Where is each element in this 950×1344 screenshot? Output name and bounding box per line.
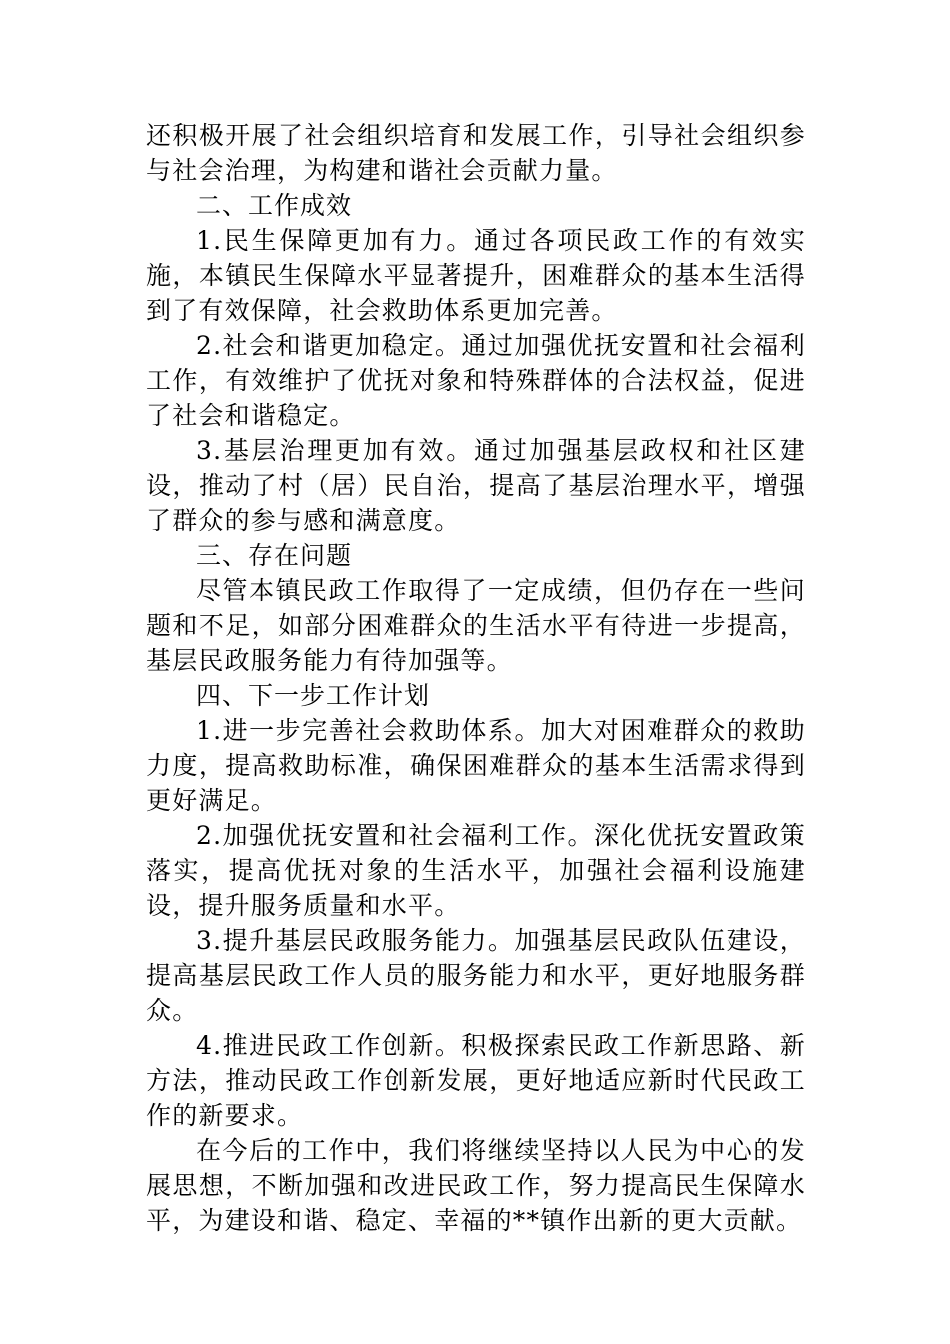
paragraph-achievement-1: 1.民生保障更加有力。通过各项民政工作的有效实施，本镇民生保障水平显著提升，困难群众的基本生活得到了有效保障，社会救助体系更加完善。 (146, 226, 806, 325)
paragraph-achievement-2: 2.社会和谐更加稳定。通过加强优抚安置和社会福利工作，有效维护了优抚对象和特殊群体的合法权益，促进了社会和谐稳定。 (146, 331, 806, 430)
paragraph-plan-3: 3.提升基层民政服务能力。加强基层民政队伍建设，提高基层民政工作人员的服务能力和水平，更好地服务群众。 (146, 926, 806, 1025)
paragraph-conclusion: 在今后的工作中，我们将继续坚持以人民为中心的发展思想，不断加强和改进民政工作，努力提高民生保障水平，为建设和谐、稳定、幸福的**镇作出新的更大贡献。 (146, 1136, 806, 1235)
paragraph-problems: 尽管本镇民政工作取得了一定成绩，但仍存在一些问题和不足，如部分困难群众的生活水平有待进一步提高，基层民政服务能力有待加强等。 (146, 576, 806, 675)
paragraph-plan-2: 2.加强优抚安置和社会福利工作。深化优抚安置政策落实，提高优抚对象的生活水平，加强社会福利设施建设，提升服务质量和水平。 (146, 821, 806, 920)
document-body (146, 118, 806, 1238)
paragraph-achievement-3: 3.基层治理更加有效。通过加强基层政权和社区建设，推动了村（居）民自治，提高了基层治理水平，增强了群众的参与感和满意度。 (146, 436, 806, 535)
paragraph-plan-4: 4.推进民政工作创新。积极探索民政工作新思路、新方法，推动民政工作创新发展，更好地适应新时代民政工作的新要求。 (146, 1031, 806, 1130)
paragraph-plan-1: 1.进一步完善社会救助体系。加大对困难群众的救助力度，提高救助标准，确保困难群众的基本生活需求得到更好满足。 (146, 716, 806, 815)
paragraph-intro-continued: 还积极开展了社会组织培育和发展工作，引导社会组织参与社会治理，为构建和谐社会贡献力量。 (146, 121, 806, 185)
section-heading-achievements: 二、工作成效 (196, 191, 353, 220)
section-heading-next-plan: 四、下一步工作计划 (196, 681, 431, 710)
section-heading-problems: 三、存在问题 (196, 541, 353, 570)
